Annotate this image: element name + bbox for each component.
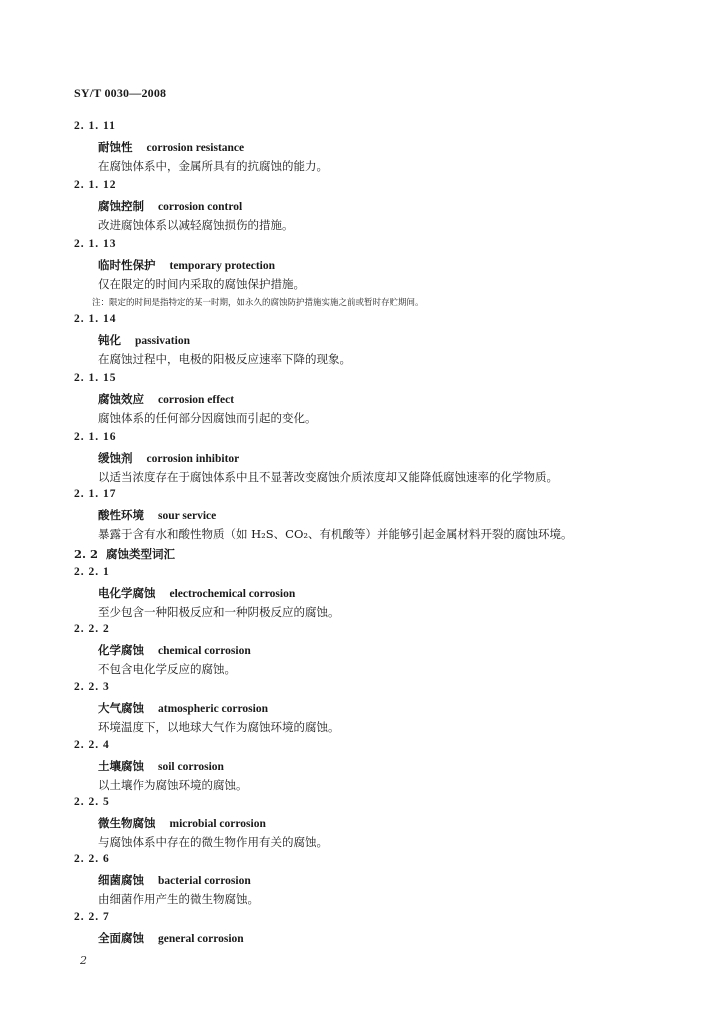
clause-number: 2. 1. 12 — [74, 179, 117, 191]
term-zh: 临时性保护 — [98, 258, 156, 272]
term-definition: 改进腐蚀体系以减轻腐蚀损伤的措施。 — [98, 218, 294, 232]
term-en: chemical corrosion — [158, 645, 251, 657]
clause-number: 2. 1. 11 — [74, 120, 116, 132]
term-en: corrosion effect — [158, 394, 235, 406]
section-heading — [74, 546, 175, 562]
term-zh: 全面腐蚀 — [98, 931, 144, 945]
clause-number: 2. 2. 5 — [74, 796, 110, 808]
term-en: electrochemical corrosion — [169, 588, 296, 600]
term-definition: 暴露于含有水和酸性物质（如 H₂S、CO₂、有机酸等）并能够引起金属材料开裂的腐蚀环境。 — [98, 527, 573, 541]
clause-number: 2. 2. 2 — [74, 623, 110, 635]
page-number: 2 — [80, 954, 87, 967]
term-zh: 腐蚀效应 — [98, 392, 144, 406]
term-definition: 与腐蚀体系中存在的微生物作用有关的腐蚀。 — [98, 835, 328, 849]
clause-number: 2. 2. 1 — [74, 566, 110, 578]
term-en: microbial corrosion — [169, 818, 266, 830]
term-heading — [98, 642, 251, 658]
term-en: sour service — [158, 510, 217, 522]
clause-number: 2. 2. 6 — [74, 853, 110, 865]
term-zh: 缓蚀剂 — [98, 451, 133, 465]
clause-number: 2. 2. 4 — [74, 739, 110, 751]
term-en: soil corrosion — [158, 761, 224, 773]
standard-code-header: SY/T 0030—2008 — [74, 86, 167, 100]
term-en: passivation — [135, 335, 190, 347]
term-heading — [98, 815, 266, 831]
term-definition: 环境温度下，以地球大气作为腐蚀环境的腐蚀。 — [98, 720, 340, 734]
term-en: general corrosion — [158, 933, 244, 945]
clause-number: 2. 1. 17 — [74, 488, 117, 500]
term-en: corrosion inhibitor — [146, 453, 240, 465]
term-definition: 仅在限定的时间内采取的腐蚀保护措施。 — [98, 277, 305, 291]
term-zh: 微生物腐蚀 — [98, 816, 156, 830]
term-heading — [98, 700, 268, 716]
section-number: 2. 2 — [74, 547, 99, 561]
term-heading — [98, 930, 244, 946]
term-heading — [98, 332, 190, 348]
term-en: corrosion resistance — [146, 142, 245, 154]
term-zh: 土壤腐蚀 — [98, 759, 144, 773]
term-zh: 大气腐蚀 — [98, 701, 144, 715]
term-definition: 由细菌作用产生的微生物腐蚀。 — [98, 892, 259, 906]
term-en: corrosion control — [158, 201, 243, 213]
term-heading — [98, 507, 216, 523]
term-definition: 腐蚀体系的任何部分因腐蚀而引起的变化。 — [98, 411, 317, 425]
clause-number: 2. 2. 7 — [74, 911, 110, 923]
term-zh: 细菌腐蚀 — [98, 873, 144, 887]
term-definition: 在腐蚀体系中，金属所具有的抗腐蚀的能力。 — [98, 159, 328, 173]
term-heading — [98, 139, 244, 155]
term-zh: 钝化 — [98, 333, 121, 347]
term-heading — [98, 257, 275, 273]
term-zh: 耐蚀性 — [98, 140, 133, 154]
term-heading — [98, 391, 234, 407]
term-note: 注：限定的时间是指特定的某一时期，如永久的腐蚀防护措施实施之前或暂时存贮期间。 — [92, 298, 424, 308]
term-zh: 酸性环境 — [98, 508, 144, 522]
section-title: 腐蚀类型词汇 — [106, 547, 176, 561]
clause-number: 2. 1. 13 — [74, 238, 117, 250]
clause-number: 2. 2. 3 — [74, 681, 110, 693]
term-heading — [98, 585, 295, 601]
term-en: temporary protection — [169, 260, 275, 272]
term-definition: 以适当浓度存在于腐蚀体系中且不显著改变腐蚀介质浓度却又能降低腐蚀速率的化学物质。 — [98, 470, 558, 484]
term-heading — [98, 872, 251, 888]
term-definition: 在腐蚀过程中，电极的阳极反应速率下降的现象。 — [98, 352, 351, 366]
term-definition: 至少包含一种阳极反应和一种阴极反应的腐蚀。 — [98, 605, 340, 619]
term-en: atmospheric corrosion — [158, 703, 268, 715]
term-heading — [98, 758, 224, 774]
term-zh: 电化学腐蚀 — [98, 586, 156, 600]
term-heading — [98, 198, 242, 214]
term-heading — [98, 450, 239, 466]
term-definition: 不包含电化学反应的腐蚀。 — [98, 662, 236, 676]
clause-number: 2. 1. 14 — [74, 313, 117, 325]
term-definition: 以土壤作为腐蚀环境的腐蚀。 — [98, 778, 248, 792]
term-zh: 腐蚀控制 — [98, 199, 144, 213]
clause-number: 2. 1. 15 — [74, 372, 117, 384]
term-zh: 化学腐蚀 — [98, 643, 144, 657]
clause-number: 2. 1. 16 — [74, 431, 117, 443]
term-en: bacterial corrosion — [158, 875, 251, 887]
